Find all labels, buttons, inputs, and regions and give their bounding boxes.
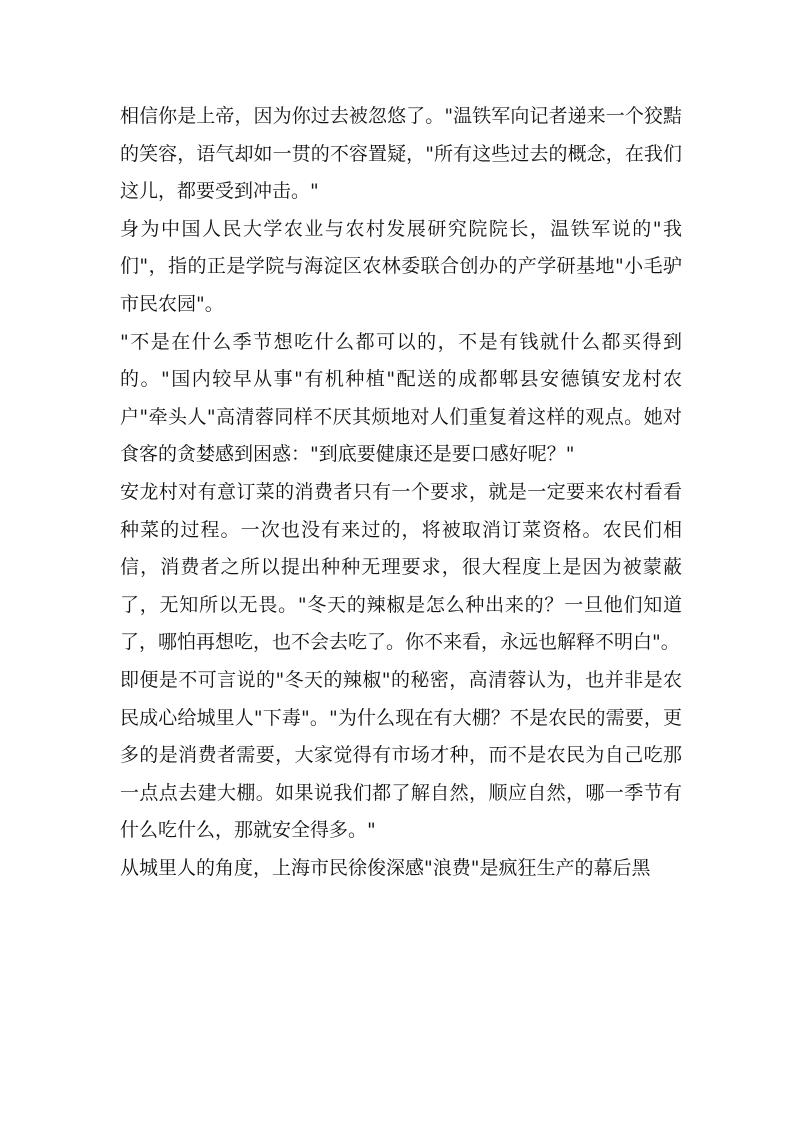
- paragraph-2: 身为中国人民大学农业与农村发展研究院院长，温铁军说的"我们"，指的正是学院与海淀区农林委联合创办的产学研基地"小毛驴市民农园"。: [120, 217, 682, 315]
- article-body: [120, 98, 682, 887]
- paragraph-1: 相信你是上帝，因为你过去被忽悠了。"温铁军向记者递来一个狡黠的笑容，语气却如一贯的不容置疑，"所有这些过去的概念，在我们这儿，都要受到冲击。": [120, 105, 682, 203]
- paragraph-5: 即便是不可言说的"冬天的辣椒"的秘密，高清蓉认为，也并非是农民成心给城里人"下毒"。"为什么现在有大棚？不是农民的需要，更多的是消费者需要，大家觉得有市场才种，而不是农民为自己吃那一点点去建大棚。如果说我们都了解自然，顺应自然，哪一季节有什么吃什么，那就安全得多。": [120, 668, 682, 842]
- paragraph-3: "不是在什么季节想吃什么都可以的，不是有钱就什么都买得到的。"国内较早从事"有机种植"配送的成都郫县安德镇安龙村农户"牵头人"高清蓉同样不厌其烦地对人们重复着这样的观点。她对食客的贪婪感到困惑："到底要健康还是要口感好呢？": [120, 330, 682, 466]
- paragraph-4: 安龙村对有意订菜的消费者只有一个要求，就是一定要来农村看看种菜的过程。一次也没有来过的，将被取消订菜资格。农民们相信，消费者之所以提出种种无理要求，很大程度上是因为被蒙蔽了，无知所以无畏。"冬天的辣椒是怎么种出来的？一旦他们知道了，哪怕再想吃，也不会去吃了。你不来看，永远也解释不明白"。: [120, 480, 682, 654]
- paragraph-6: 从城里人的角度，上海市民徐俊深感"浪费"是疯狂生产的幕后黑: [120, 856, 651, 879]
